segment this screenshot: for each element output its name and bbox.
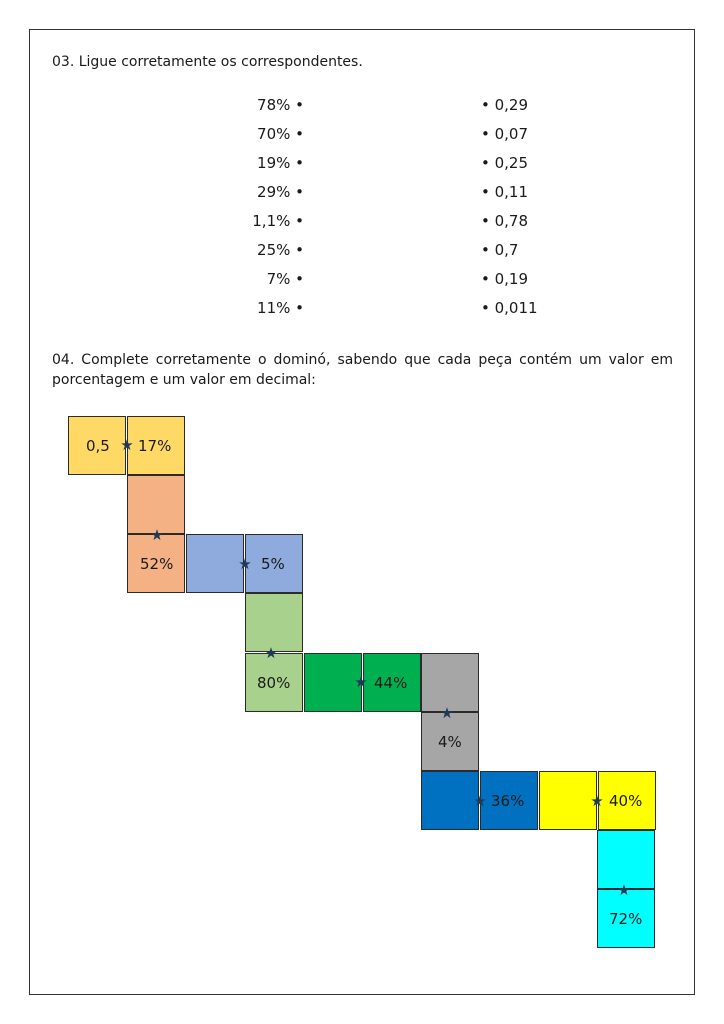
star-icon: ★ [473,792,487,810]
match-right-item: • 0,19 [481,270,529,288]
star-icon: ★ [120,436,134,454]
star-icon: ★ [264,644,278,662]
star-icon: ★ [590,792,604,810]
domino-cell-value: 52% [140,555,174,573]
match-left-item: 7% • [266,270,304,288]
star-icon: ★ [150,526,164,544]
match-right-item: • 0,07 [481,125,529,143]
domino-cell-value: 44% [374,674,408,692]
match-right-item: • 0,29 [481,96,529,114]
star-icon: ★ [238,555,252,573]
domino-cell-value: 72% [609,910,643,928]
match-right-item: • 0,11 [481,183,529,201]
match-right-item: • 0,7 [481,241,519,259]
match-right-item: • 0,011 [481,299,538,317]
domino-cell [68,416,126,475]
match-left-item: 78% • [257,96,304,114]
match-left-item: 29% • [257,183,304,201]
domino-cell [245,534,303,593]
domino-cell-value: 5% [261,555,285,573]
domino-cell [598,771,656,830]
domino-cell-value: 4% [438,733,462,751]
star-icon: ★ [354,673,368,691]
domino-cell-value: 40% [609,792,643,810]
question-3-title: 03. Ligue corretamente os correspondentes. [52,54,363,70]
domino-cell-value: 36% [491,792,525,810]
match-left-item: 70% • [257,125,304,143]
match-left-item: 25% • [257,241,304,259]
domino-cell [186,534,244,593]
domino-cell [363,653,421,712]
domino-cell-value: 0,5 [86,437,110,455]
match-right-item: • 0,25 [481,154,529,172]
domino-cell [421,771,479,830]
domino-cell-value: 17% [138,437,172,455]
match-left-item: 11% • [257,299,304,317]
domino-cell [480,771,538,830]
match-left-item: 1,1% • [252,212,304,230]
domino-cell-value: 80% [257,674,291,692]
star-icon: ★ [617,881,631,899]
match-left-item: 19% • [257,154,304,172]
domino-cell [127,416,185,475]
star-icon: ★ [440,704,454,722]
match-right-item: • 0,78 [481,212,529,230]
question-4-text: 04. Complete corretamente o dominó, sabendo que cada peça contém um valor em porcentagem e um valor em decimal: [52,352,673,388]
